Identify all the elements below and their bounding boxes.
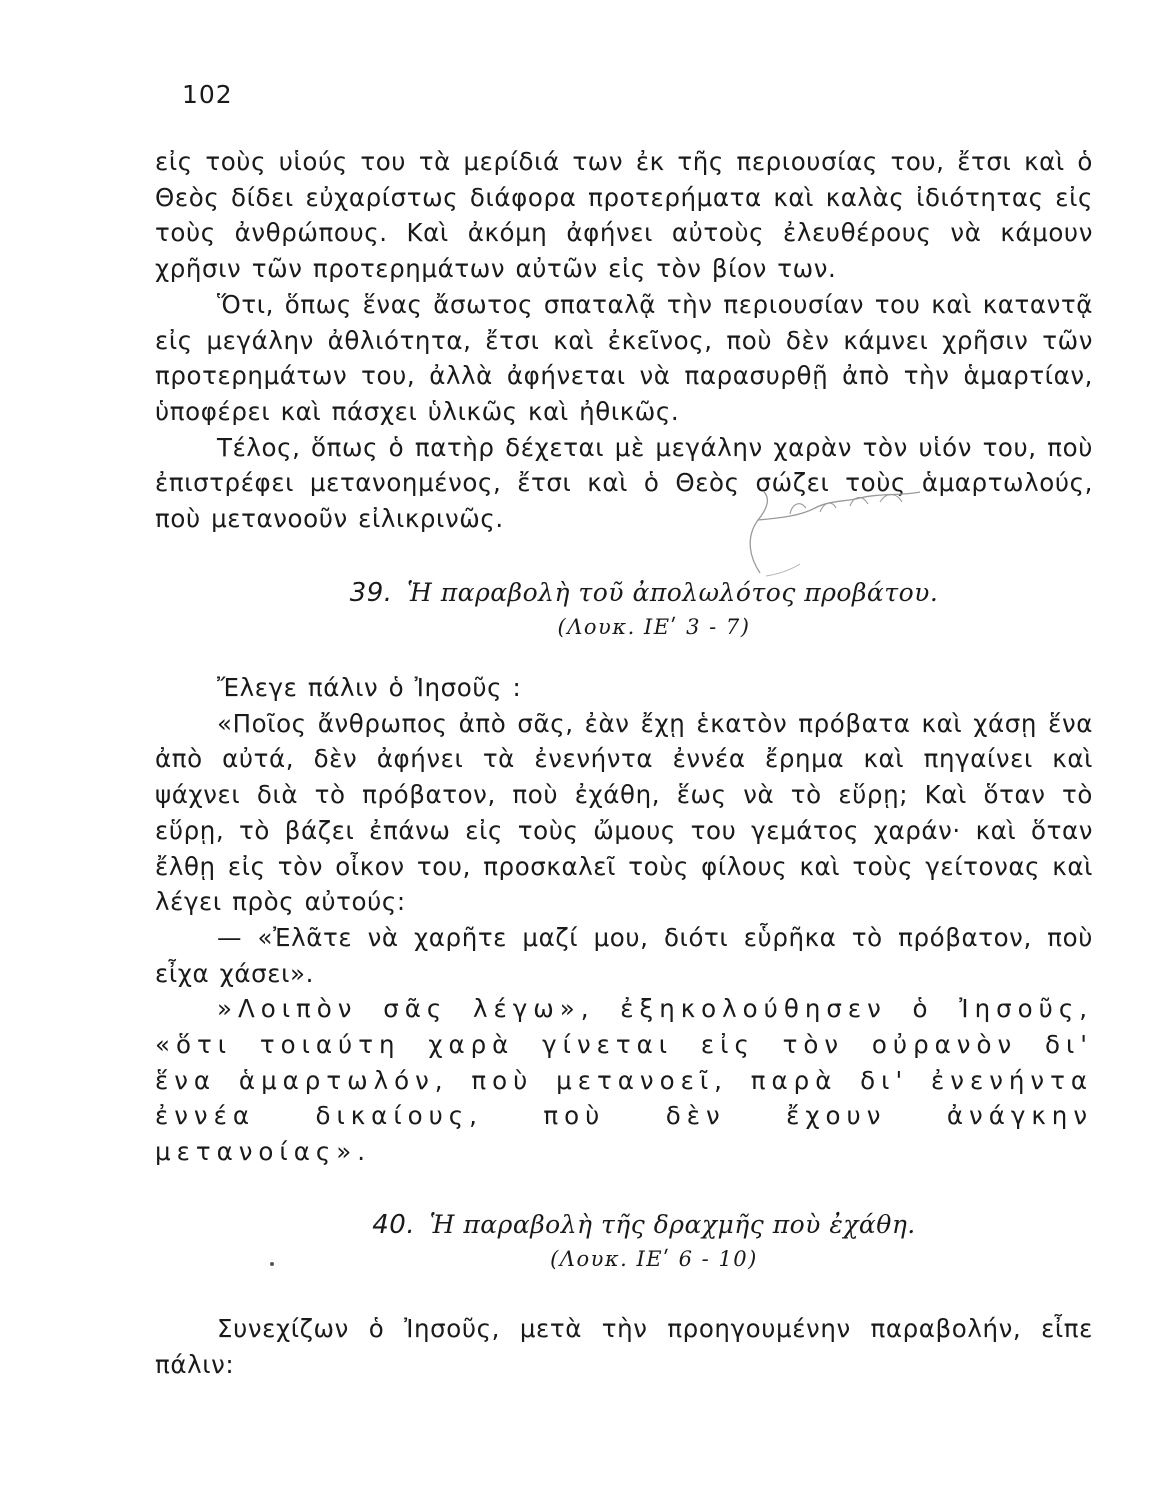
section-39-text	[155, 670, 1093, 1170]
paragraph: Ὅτι, ὅπως ἕνας ἄσωτος σπαταλᾷ τὴν περιουσίαν του καὶ καταντᾷ εἰς μεγάλην ἀθλιότητα, ἔτσι καὶ ἐκεῖνος, ποὺ δὲν κάμνει χρῆσιν τῶν προτερημάτων του, ἀλλὰ ἀφήνεται νὰ παρασυρθῇ ἀπὸ τὴν ἁμαρτίαν, ὑποφέρει καὶ πάσχει ὑλικῶς καὶ ἠθικῶς.	[155, 289, 1093, 426]
paragraph: Συνεχίζων ὁ Ἰησοῦς, μετὰ τὴν προηγουμένην παραβολήν, εἶπε πάλιν:	[155, 1314, 1093, 1379]
paragraph: Ἔλεγε πάλιν ὁ Ἰησοῦς :	[217, 673, 522, 702]
section-40-text	[155, 1311, 1093, 1382]
paragraph: εἰς τοὺς υἱούς του τὰ μερίδιά των ἐκ τῆς περιουσίας του, ἔτσι καὶ ὁ Θεὸς δίδει εὐχαρίστως διάφορα προτερήματα καὶ καλὰς ἰδιότητας εἰς τοὺς ἀνθρώπους. Καὶ ἀκόμη ἀφήνει αὐτοὺς ἐλευθέρους νὰ κάμουν χρῆσιν τῶν προτερημάτων αὐτῶν εἰς τὸν βίον των.	[155, 147, 1093, 284]
section-title	[175, 1207, 1113, 1243]
section-title-text: Ἡ παραβολὴ τῆς δραχμῆς ποὺ ἐχάθη.	[429, 1210, 916, 1239]
paragraph: »Λοιπὸν σᾶς λέγω», ἐξηκολούθησεν ὁ Ἰησοῦς, «ὅτι τοιαύτη χαρὰ γίνεται εἰς τὸν οὐρανὸν δι' ἕνα ἁμαρτωλόν, ποὺ μετανοεῖ, παρὰ δι' ἐνενήντα ἐννέα δικαίους, ποὺ δὲν ἔχουν ἀνάγκην μετανοίας».	[155, 994, 1093, 1167]
section-number: 40.	[372, 1210, 416, 1240]
scripture-reference: (Λουκ. ΙΕʹ 6 - 10)	[550, 1247, 758, 1271]
paragraph: Τέλος, ὅπως ὁ πατὴρ δέχεται μὲ μεγάλην χαρὰν τὸν υἱόν του, ποὺ ἐπιστρέφει μετανοημένος, ἔτσι καὶ ὁ Θεὸς σώζει τοὺς ἁμαρτωλούς, ποὺ μετανοοῦν εἰλικρινῶς.	[155, 432, 1093, 534]
section-title-text: Ἡ παραβολὴ τοῦ ἀπολωλότος προβάτου.	[407, 578, 939, 607]
paragraph: «Ποῖος ἄνθρωπος ἀπὸ σᾶς, ἐὰν ἔχῃ ἑκατὸν πρόβατα καὶ χάσῃ ἕνα ἀπὸ αὐτά, δὲν ἀφήνει τὰ ἐνενήντα ἐννέα ἔρημα καὶ πηγαίνει καὶ ψάχνει διὰ τὸ πρόβατον, ποὺ ἐχάθη, ἕως νὰ τὸ εὕρῃ; Καὶ ὅταν τὸ εὕρῃ, τὸ βάζει ἐπάνω εἰς τοὺς ὤμους του γεμάτος χαράν· καὶ ὅταν ἔλθῃ εἰς τὸν οἶκον του, προσκαλεῖ τοὺς φίλους καὶ τοὺς γείτονας καὶ λέγει πρὸς αὐτούς:	[155, 708, 1093, 917]
section-title	[175, 575, 1113, 611]
handwritten-signature	[720, 478, 960, 588]
scripture-reference: (Λουκ. ΙΕʹ 3 - 7)	[557, 615, 751, 639]
paragraph: — «Ἐλᾶτε νὰ χαρῆτε μαζί μου, διότι εὗρῆκα τὸ πρόβατον, ποὺ εἶχα χάσει».	[155, 922, 1093, 988]
section-number: 39.	[349, 578, 393, 608]
section-heading-39	[175, 575, 1113, 643]
section-heading-40	[175, 1207, 1113, 1275]
page-number: 102	[182, 80, 233, 109]
